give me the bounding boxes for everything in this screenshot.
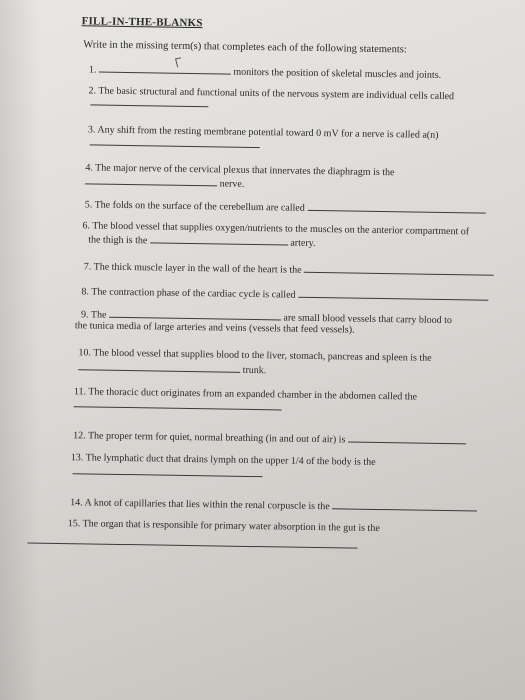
question-15-blank[interactable] (27, 542, 357, 548)
question-9-number: 9. The (80, 309, 107, 321)
question-10-line2 (78, 359, 266, 377)
question-8 (81, 283, 488, 304)
question-9-line2: the tunica media of large arteries and veins (vessels that feed vessels). (74, 320, 355, 336)
question-6-after: artery. (290, 237, 316, 249)
question-8-blank[interactable] (298, 287, 488, 301)
question-1-text: monitors the position of skeletal muscles and joints. (233, 66, 442, 81)
question-1-blank[interactable] (99, 62, 231, 75)
question-3-blank[interactable] (90, 144, 260, 148)
question-5-blank[interactable] (307, 200, 485, 214)
question-11: 11. The thoracic duct originates from an expanded chamber in the abdomen called the (73, 386, 418, 403)
question-7-text: 7. The thick muscle layer in the wall of the heart is the (83, 261, 302, 276)
instructions: Write in the missing term(s) that completes each of the following statements: (83, 39, 407, 56)
question-10-after: trunk. (242, 364, 267, 377)
question-4-line2 (85, 173, 244, 190)
question-12-blank[interactable] (348, 432, 466, 445)
worksheet-heading: FILL-IN-THE-BLANKS (81, 15, 203, 30)
question-4-blank[interactable] (85, 173, 217, 186)
question-6-line2-text: the thigh is the (88, 234, 148, 247)
question-5-text: 5. The folds on the surface of the cerebellum are called (84, 199, 305, 214)
question-10-blank[interactable] (78, 359, 240, 373)
question-7 (84, 258, 494, 279)
question-9-blank[interactable] (109, 307, 281, 321)
question-10: 10. The blood vessel that supplies blood to the liver, stomach, pancreas and spleen is the (78, 347, 432, 364)
question-6: 6. The blood vessel that supplies oxygen/nutrients to the muscles on the anterior compartment of (82, 220, 470, 238)
question-5 (85, 196, 486, 217)
question-1 (89, 61, 441, 82)
question-14-blank[interactable] (332, 498, 477, 511)
question-15: 15. The organ that is responsible for primary water absorption in the gut is the (67, 518, 380, 535)
question-4: 4. The major nerve of the cervical plexus that innervates the diaphragm is the (85, 162, 395, 179)
question-12 (73, 427, 466, 448)
question-8-text: 8. The contraction phase of the cardiac cycle is called (81, 286, 296, 301)
question-11-blank[interactable] (74, 406, 282, 410)
question-6-line2 (88, 231, 316, 250)
question-13: 13. The lymphatic duct that drains lymph on the upper 1/4 of the body is the (70, 452, 376, 468)
question-14-text: 14. A knot of capillaries that lies within the renal corpuscle is the (70, 497, 330, 513)
question-3: 3. Any shift from the resting membrane potential toward 0 mV for a nerve is called a(n) (87, 124, 439, 141)
question-4-after: nerve. (219, 178, 245, 190)
question-6-blank[interactable] (150, 232, 288, 245)
question-13-blank[interactable] (73, 473, 263, 477)
question-1-number: 1. (88, 64, 97, 76)
question-14 (70, 494, 477, 515)
question-12-text: 12. The proper term for quiet, normal breathing (in and out of air) is (73, 430, 346, 446)
question-2-blank[interactable] (90, 104, 208, 107)
question-2: 2. The basic structural and functional units of the nervous system are individual cells called (88, 85, 455, 103)
question-9-text: are small blood vessels that carry blood to (283, 312, 453, 327)
question-7-blank[interactable] (304, 262, 494, 276)
